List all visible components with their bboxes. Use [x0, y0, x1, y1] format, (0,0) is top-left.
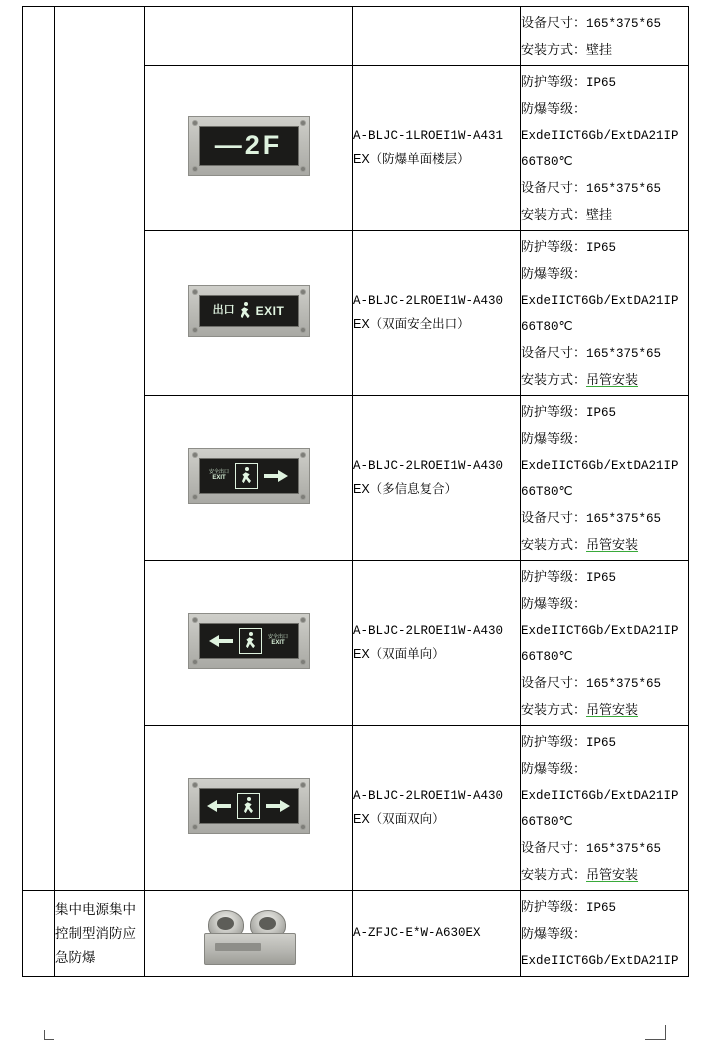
- detail-label: 设备尺寸：: [521, 840, 587, 855]
- model-code: A-BLJC-2LROEI1W-A430: [353, 458, 504, 473]
- detail-cell: [521, 561, 689, 726]
- model-code: A-BLJC-2LROEI1W-A430: [353, 788, 504, 803]
- product-image-cell: [145, 231, 353, 396]
- table-row: [23, 891, 689, 977]
- sign-screen: [199, 788, 299, 824]
- detail-cell: [521, 396, 689, 561]
- detail-line: [521, 924, 688, 944]
- detail-cell: [521, 7, 689, 66]
- detail-value: 165*375*65: [586, 182, 662, 196]
- table-row: [23, 7, 689, 66]
- sign-screen: [199, 295, 299, 327]
- detail-line: [521, 72, 688, 93]
- detail-label: 防护等级：: [521, 899, 587, 915]
- detail-value: ExdeIICT6Gb/ExtDA21IP: [521, 623, 679, 638]
- detail-line: [521, 264, 688, 284]
- sign-text: —2F: [214, 130, 283, 161]
- detail-label: 设备尺寸：: [521, 180, 587, 195]
- detail-value: 壁挂: [586, 41, 613, 57]
- page-corner-mark-left: [44, 1030, 54, 1040]
- detail-label: 安装方式：: [521, 701, 587, 717]
- detail-label: 防爆等级：: [521, 926, 587, 941]
- detail-line: [521, 343, 688, 364]
- detail-line: [521, 785, 688, 806]
- mini-exit-label: [209, 470, 229, 481]
- bolt-icon: [301, 328, 305, 332]
- detail-value: ExdeIICT6Gb/ExtDA21IP: [521, 128, 679, 143]
- detail-label: 防护等级：: [521, 734, 587, 750]
- detail-line: [521, 13, 688, 34]
- detail-value: IP65: [586, 241, 617, 256]
- exit-sign-image: [188, 285, 310, 337]
- running-man-box-icon: [237, 793, 260, 819]
- detail-line: [521, 151, 688, 172]
- mini-exit-en: EXIT: [212, 475, 226, 482]
- detail-cell: [521, 231, 689, 396]
- detail-value: 165*375*65: [586, 677, 662, 691]
- arrow-left-icon: [207, 800, 231, 812]
- detail-value: 壁挂: [586, 206, 613, 222]
- running-man-icon: [244, 632, 257, 649]
- detail-line: [521, 237, 688, 258]
- exit-sign-content: [213, 302, 285, 319]
- model-cell: [353, 231, 521, 396]
- bolt-icon: [193, 453, 197, 457]
- detail-value: IP65: [586, 406, 617, 421]
- detail-value: 165*375*65: [586, 17, 662, 31]
- detail-line: [521, 290, 688, 311]
- sign-content: [209, 463, 288, 489]
- detail-line: [521, 99, 688, 119]
- running-man-icon: [239, 302, 252, 319]
- bolt-icon: [193, 167, 197, 171]
- detail-value: 66T80℃: [521, 815, 573, 830]
- detail-label: 防护等级：: [521, 569, 587, 585]
- one-way-sign-image: [188, 613, 310, 669]
- mini-exit-cn: 安全出口: [267, 634, 288, 641]
- detail-line: [521, 205, 688, 225]
- detail-value: 吊管安装: [586, 866, 639, 882]
- detail-line: [521, 535, 688, 555]
- detail-line: [521, 950, 688, 971]
- detail-value: IP65: [586, 571, 617, 586]
- model-code: A-ZFJC-E*W-A630EX: [353, 925, 481, 940]
- detail-value: IP65: [586, 76, 617, 91]
- model-cell: [353, 7, 521, 66]
- detail-cell: [521, 891, 689, 977]
- bolt-icon: [301, 453, 305, 457]
- product-image-cell: [145, 891, 353, 977]
- model-cell: [353, 66, 521, 231]
- bolt-icon: [193, 783, 197, 787]
- detail-line: [521, 759, 688, 779]
- detail-label: 防爆等级：: [521, 761, 587, 776]
- model-description: EX（双面单向）: [353, 647, 445, 662]
- detail-label: 防护等级：: [521, 404, 587, 420]
- bolt-icon: [193, 825, 197, 829]
- detail-label: 安装方式：: [521, 866, 587, 882]
- product-spec-table: [22, 6, 689, 977]
- sign-content: [209, 628, 288, 654]
- arrow-right-icon: [264, 470, 288, 482]
- row-marker-column: [23, 891, 55, 977]
- detail-line: [521, 620, 688, 641]
- bolt-icon: [193, 121, 197, 125]
- bolt-icon: [193, 660, 197, 664]
- detail-value: 66T80℃: [521, 155, 573, 170]
- model-cell: [353, 891, 521, 977]
- detail-line: [521, 646, 688, 667]
- detail-value: 吊管安装: [586, 371, 639, 387]
- sign-text-en: EXIT: [255, 303, 285, 318]
- mini-exit-en: EXIT: [271, 640, 285, 647]
- model-description: EX（多信息复合）: [353, 482, 458, 497]
- row-marker-column: [23, 7, 55, 891]
- detail-value: ExdeIICT6Gb/ExtDA21IP: [521, 953, 679, 968]
- detail-line: [521, 673, 688, 694]
- detail-value: 66T80℃: [521, 485, 573, 500]
- model-code: A-BLJC-2LROEI1W-A430: [353, 623, 504, 638]
- detail-value: 吊管安装: [586, 701, 639, 717]
- sign-screen: [199, 126, 299, 166]
- product-image-cell: [145, 561, 353, 726]
- model-code: A-BLJC-2LROEI1W-A430: [353, 293, 504, 308]
- detail-value: ExdeIICT6Gb/ExtDA21IP: [521, 788, 679, 803]
- model-cell: [353, 726, 521, 891]
- detail-line: [521, 508, 688, 529]
- detail-line: [521, 481, 688, 502]
- detail-label: 设备尺寸：: [521, 675, 587, 690]
- sign-text-cn: 出口: [212, 304, 235, 317]
- detail-label: 设备尺寸：: [521, 15, 587, 30]
- emergency-twin-light-image: [190, 903, 308, 965]
- running-man-icon: [242, 797, 255, 814]
- model-description: EX（双面安全出口）: [353, 317, 470, 332]
- bolt-icon: [301, 783, 305, 787]
- mini-exit-cn: 安全出口: [208, 469, 229, 476]
- detail-value: 165*375*65: [586, 347, 662, 361]
- detail-value: ExdeIICT6Gb/ExtDA21IP: [521, 293, 679, 308]
- multi-info-sign-image: [188, 448, 310, 504]
- detail-value: IP65: [586, 901, 617, 916]
- detail-label: 安装方式：: [521, 371, 587, 387]
- detail-line: [521, 811, 688, 832]
- detail-label: 防爆等级：: [521, 101, 587, 116]
- detail-line: [521, 178, 688, 199]
- detail-line: [521, 370, 688, 390]
- detail-line: [521, 594, 688, 614]
- detail-line: [521, 897, 688, 918]
- product-image-cell: [145, 726, 353, 891]
- detail-line: [521, 732, 688, 753]
- bolt-icon: [301, 167, 305, 171]
- detail-value: IP65: [586, 736, 617, 751]
- detail-label: 防爆等级：: [521, 266, 587, 281]
- bolt-icon: [301, 660, 305, 664]
- detail-label: 安装方式：: [521, 206, 587, 222]
- sign-content: [207, 793, 290, 819]
- bolt-icon: [193, 495, 197, 499]
- product-image-cell: [145, 396, 353, 561]
- detail-label: 安装方式：: [521, 536, 587, 552]
- lamp-body: [204, 933, 296, 965]
- document-page: [0, 6, 710, 1054]
- bolt-icon: [301, 495, 305, 499]
- detail-label: 防护等级：: [521, 239, 587, 255]
- bolt-icon: [193, 618, 197, 622]
- detail-line: [521, 40, 688, 60]
- category-cell: 集中电源集中控制型消防应急防爆: [55, 891, 145, 977]
- model-description: EX（双面双向）: [353, 812, 445, 827]
- sign-screen: [199, 623, 299, 659]
- model-cell: [353, 561, 521, 726]
- detail-line: [521, 700, 688, 720]
- detail-line: [521, 455, 688, 476]
- detail-label: 防护等级：: [521, 74, 587, 90]
- bolt-icon: [301, 618, 305, 622]
- detail-value: 吊管安装: [586, 536, 639, 552]
- detail-value: 165*375*65: [586, 842, 662, 856]
- running-man-box-icon: [239, 628, 262, 654]
- detail-line: [521, 316, 688, 337]
- detail-line: [521, 429, 688, 449]
- detail-value: 165*375*65: [586, 512, 662, 526]
- model-description: EX（防爆单面楼层）: [353, 152, 470, 167]
- detail-value: 66T80℃: [521, 650, 573, 665]
- detail-line: [521, 865, 688, 885]
- detail-label: 防爆等级：: [521, 431, 587, 446]
- detail-label: 安装方式：: [521, 41, 587, 57]
- mini-exit-label: [268, 635, 288, 646]
- running-man-box-icon: [235, 463, 258, 489]
- detail-line: [521, 402, 688, 423]
- detail-label: 防爆等级：: [521, 596, 587, 611]
- detail-label: 设备尺寸：: [521, 345, 587, 360]
- product-image-cell: [145, 66, 353, 231]
- two-way-sign-image: [188, 778, 310, 834]
- running-man-icon: [240, 467, 253, 484]
- sign-screen: [199, 458, 299, 494]
- page-corner-mark-right: [645, 1025, 666, 1040]
- arrow-right-icon: [266, 800, 290, 812]
- detail-line: [521, 838, 688, 859]
- detail-cell: [521, 726, 689, 891]
- detail-line: [521, 567, 688, 588]
- detail-cell: [521, 66, 689, 231]
- detail-value: 66T80℃: [521, 320, 573, 335]
- floor-sign-2f-image: [188, 116, 310, 176]
- detail-label: 设备尺寸：: [521, 510, 587, 525]
- bolt-icon: [193, 328, 197, 332]
- arrow-left-icon: [209, 635, 233, 647]
- bolt-icon: [301, 121, 305, 125]
- bolt-icon: [301, 825, 305, 829]
- model-code: A-BLJC-1LROEI1W-A431: [353, 128, 504, 143]
- bolt-icon: [301, 290, 305, 294]
- bolt-icon: [193, 290, 197, 294]
- category-column-empty: [55, 7, 145, 891]
- product-image-cell: [145, 7, 353, 66]
- model-cell: [353, 396, 521, 561]
- detail-value: ExdeIICT6Gb/ExtDA21IP: [521, 458, 679, 473]
- detail-line: [521, 125, 688, 146]
